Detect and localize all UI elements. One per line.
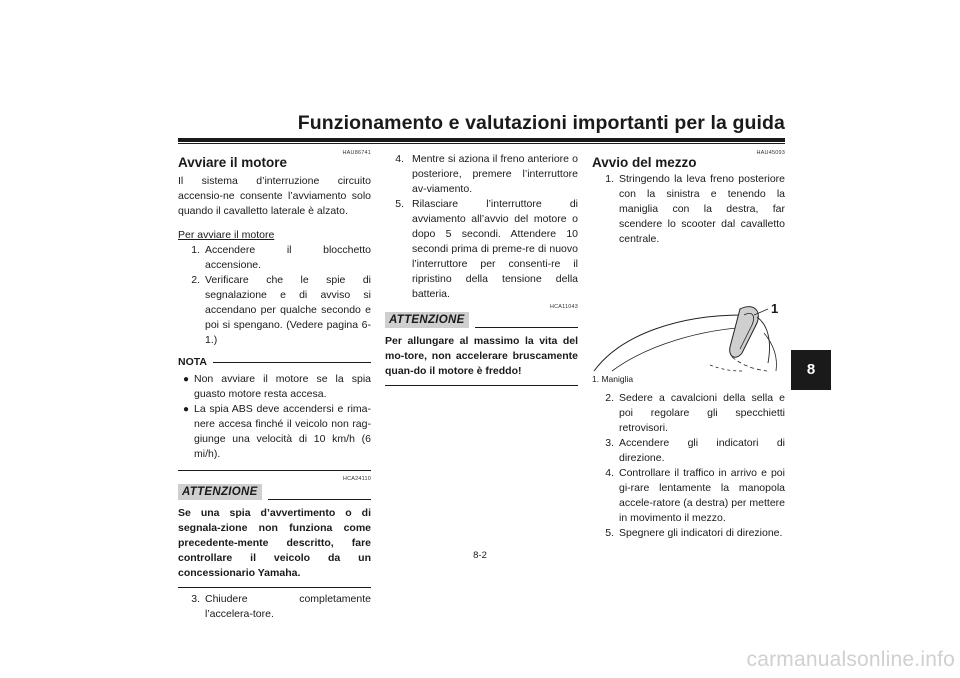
step-number: 4.: [395, 153, 404, 165]
scooter-rear-illustration: [592, 253, 785, 375]
step-number: 2.: [191, 274, 200, 286]
step-number: 1.: [191, 244, 200, 256]
attention-end-rule: [385, 385, 578, 386]
step-number: 5.: [395, 198, 404, 210]
step-number: 1.: [605, 173, 614, 185]
step-item: [592, 436, 785, 466]
middle-column: [385, 152, 578, 386]
nota-bullet-text: La spia ABS deve accendersi e rima-nere accesa finché il veicolo non rag-giunge una velocità di 10 km/h (6 mi/h).: [194, 403, 371, 460]
step-item: [592, 391, 785, 436]
step-text: Verificare che le spie di segnalazione e di avviso si accendano per qualche secondo e poi si spengano. (Vedere pagina 6-1.): [205, 274, 371, 346]
chapter-tab: 8: [791, 350, 831, 390]
attention-label: ATTENZIONE: [178, 484, 262, 500]
step-item: [592, 172, 785, 247]
step-number: 2.: [605, 392, 614, 404]
step-text: Spegnere gli indicatori di direzione.: [619, 527, 783, 539]
nota-label: NOTA: [178, 356, 207, 368]
step-item: [385, 197, 578, 302]
attention-rule: [268, 499, 371, 500]
step-number: 4.: [605, 467, 614, 479]
step-text: Sedere a cavalcioni della sella e poi regolare gli specchietti retrovisori.: [619, 392, 785, 434]
page-header-title: Funzionamento e valutazioni importanti per la guida: [297, 112, 785, 134]
attention-code: HCA11043: [549, 304, 578, 310]
subheading-wrap: [178, 228, 371, 243]
right-column: [592, 150, 785, 541]
step-text: Chiudere completamente l’accelera-tore.: [205, 593, 371, 620]
step-item: [592, 466, 785, 526]
section-code: HAU86741: [342, 150, 371, 156]
step-text: Rilasciare l’interruttore di avviamento all’avvio del motore o dopo 5 secondi. Attendere 10 secondi prima di preme-re di nuovo l’interruttore per consenti-re il ripristino della tensione della batteria.: [412, 198, 578, 300]
attention-rule: [475, 327, 578, 328]
attention-label: ATTENZIONE: [385, 312, 469, 328]
attention-text: Per allungare al massimo la vita del mo-tore, non accelerare bruscamente quan-do il motore è freddo!: [385, 335, 578, 377]
step-item: [178, 273, 371, 348]
intro-paragraph: Il sistema d’interruzione circuito accensio-ne consente l’avviamento solo quando il cavalletto laterale è alzato.: [178, 175, 371, 217]
page-number: 8-2: [473, 550, 487, 561]
step-text: Controllare il traffico in arrivo e poi gi-rare lentamente la manopola accele-ratore (a destra) per mettere in movimento il mezzo.: [619, 467, 785, 524]
figure-callout-number: 1: [771, 301, 779, 316]
nota-bullet: [178, 372, 371, 402]
section-code: HAU45093: [756, 150, 785, 156]
attention-header: [385, 312, 578, 328]
step-text: Mentre si aziona il freno anteriore o posteriore, premere l’interruttore av-viamento.: [412, 153, 578, 195]
step-text: Stringendo la leva freno posteriore con la sinistra e tenendo la maniglia con la destra, far scendere lo scooter dal cavalletto centrale.: [619, 173, 785, 245]
attention-end-rule: [178, 587, 371, 588]
nota-bullet-text: Non avviare il motore se la spia guasto motore resta accesa.: [194, 373, 371, 400]
step-number: 3.: [191, 593, 200, 605]
attention-header: [178, 484, 371, 500]
bullet-icon: ●: [182, 404, 190, 415]
step-number: 5.: [605, 527, 614, 539]
bullet-icon: ●: [182, 374, 190, 385]
step-item: [385, 152, 578, 197]
step-number: 3.: [605, 437, 614, 449]
section-heading-start-engine: Avviare il motore: [178, 155, 288, 170]
step-item: [178, 592, 371, 622]
attention-code: HCA24110: [342, 476, 371, 482]
step-item: [178, 243, 371, 273]
subheading-start-engine: Per avviare il motore: [178, 229, 275, 241]
header-rule-thin: [178, 143, 785, 144]
step-text: Accendere gli indicatori di direzione.: [619, 437, 785, 464]
nota-header: [178, 356, 371, 368]
step-item: [592, 526, 785, 541]
attention-text: Se una spia d’avvertimento o di segnala-zione non funziona come precedente-mente descritto, fare controllare il veicolo da un concessionario Yamaha.: [178, 507, 371, 579]
figure-grab-handle: [592, 253, 785, 375]
figure-caption: 1. Maniglia: [592, 374, 634, 384]
nota-rule: [213, 362, 371, 363]
watermark: carmanualsonline.info: [746, 648, 955, 671]
section-heading-start-vehicle: Avvio del mezzo: [592, 155, 697, 170]
nota-end-rule: [178, 470, 371, 471]
nota-bullet: [178, 402, 371, 462]
header-rule: [178, 138, 785, 142]
step-text: Accendere il blocchetto accensione.: [205, 244, 371, 271]
